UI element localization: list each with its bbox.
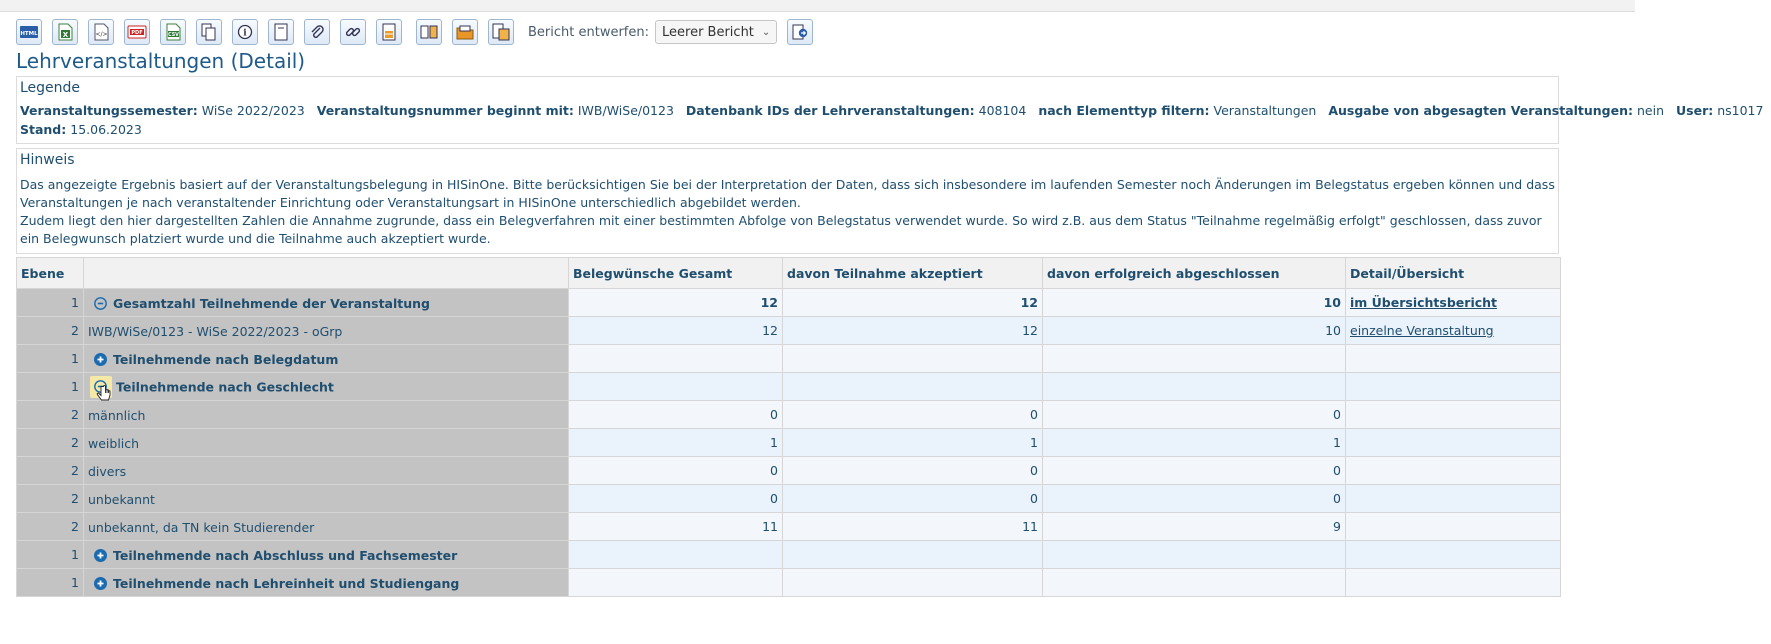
table-row [17,541,1561,569]
legend-label: Veranstaltungsnummer beginnt mit: [316,103,574,118]
legend-label: nach Elementtyp filtern: [1038,103,1210,118]
legend-value: IWB/WiSe/0123 [577,103,674,118]
table-header-row [17,258,1561,289]
row-level: 1 [17,289,84,317]
row-label: unbekannt [88,491,155,507]
table-row [17,513,1561,541]
copy-button[interactable] [196,19,222,45]
compare-report-button[interactable] [416,19,442,45]
table-row [17,317,1561,345]
col-header-label [84,258,569,289]
pdf-export-icon [128,25,146,39]
cell-akzeptiert: 12 [783,289,1043,317]
legend-value: nein [1637,103,1665,118]
link-button[interactable] [340,19,366,45]
row-label-cell [84,457,569,485]
col-header-akzeptiert: davon Teilnahme akzeptiert [783,258,1043,289]
row-label: Teilnehmende nach Geschlecht [116,379,334,394]
table-row [17,289,1561,317]
legend-line-2 [20,122,150,137]
folder-icon [456,24,474,40]
row-level: 2 [17,401,84,429]
cell-akzeptiert: 1 [783,429,1043,457]
row-level: 1 [17,345,84,373]
row-level: 2 [17,429,84,457]
document-icon [274,23,288,41]
excel-export-button[interactable] [52,19,78,45]
legend-value: WiSe 2022/2023 [201,103,305,118]
cell-belegwuensche: 0 [569,485,783,513]
row-label-cell [84,317,569,345]
row-level: 2 [17,317,84,345]
legend-line-1 [20,103,1771,118]
row-label-cell [84,429,569,457]
cell-akzeptiert [783,541,1043,569]
pdf-export-button[interactable] [124,19,150,45]
cell-belegwuensche: 0 [569,401,783,429]
cell-detail [1346,457,1561,485]
cell-abgeschlossen: 9 [1043,513,1346,541]
report-template-value: Leerer Bericht [662,24,754,40]
col-header-detail: Detail/Übersicht [1346,258,1561,289]
cell-abgeschlossen [1043,345,1346,373]
cell-detail [1346,401,1561,429]
cell-belegwuensche [569,345,783,373]
row-level: 2 [17,457,84,485]
row-group-label-cell [84,289,569,317]
row-label: männlich [88,407,146,423]
row-label-cell [84,513,569,541]
cell-belegwuensche: 1 [569,429,783,457]
folder-report-button[interactable] [452,19,478,45]
hand-cursor-icon [97,385,111,403]
cell-akzeptiert: 11 [783,513,1043,541]
chevron-down-icon: ⌄ [761,26,771,38]
hinweis-panel [16,148,1559,254]
table-row [17,373,1561,401]
svg-text:</>: </> [95,31,108,38]
cell-akzeptiert [783,373,1043,401]
page-title: Lehrveranstaltungen (Detail) [16,49,306,73]
browser-top-strip [0,0,1635,12]
legend-value: 15.06.2023 [70,122,142,137]
row-label: Teilnehmende nach Belegdatum [113,351,339,367]
legend-value: 408104 [978,103,1027,118]
info-icon [237,24,253,40]
html-export-icon [20,25,38,39]
copy-icon [201,23,217,41]
collapse-icon[interactable] [90,376,112,398]
expand-icon[interactable] [88,547,113,562]
row-label: Gesamtzahl Teilnehmende der Veranstaltung [113,295,430,311]
legend-panel [16,76,1764,144]
legend-label: Datenbank IDs der Lehrveranstaltungen: [685,103,975,118]
open-design-icon [792,24,808,40]
row-group-label-cell [84,373,569,401]
table-row [17,401,1561,429]
table-row [17,569,1561,597]
legend-label: Ausgabe von abgesagten Veranstaltungen: [1328,103,1634,118]
svg-text:X: X [62,31,69,39]
detail-link[interactable]: im Übersichtsbericht [1350,295,1498,310]
legend-label: Stand: [20,122,67,137]
cell-detail [1346,317,1561,345]
hinweis-paragraph-2: Zudem liegt den hier dargestellten Zahlen die Annahme zugrunde, dass ein Belegverfahren mit einer bestimmten Abfolge von Belegstatus verwendet wurde. So wird z.B. aus dem Status "Teilnahme regelmäßig erfolgt" geschlossen, dass zuvor ein Belegwunsch platziert wurde und die Teilnahme auch akzeptiert wurde. [20,213,1542,246]
cell-abgeschlossen [1043,541,1346,569]
excel-export-icon [57,23,73,41]
cell-belegwuensche [569,569,783,597]
svg-text:i: i [243,28,247,39]
attachment-button[interactable] [304,19,330,45]
row-label: weiblich [88,435,140,451]
col-header-belegwuensche: Belegwünsche Gesamt [569,258,783,289]
row-level: 1 [17,569,84,597]
cell-abgeschlossen [1043,373,1346,401]
hinweis-heading: Hinweis [20,152,75,168]
table-button[interactable] [376,19,402,45]
cell-belegwuensche: 12 [569,317,783,345]
table-row [17,345,1561,373]
cell-belegwuensche [569,373,783,401]
table-icon [382,23,396,41]
row-label: Teilnehmende nach Lehreinheit und Studiengang [113,575,460,591]
cell-belegwuensche: 11 [569,513,783,541]
xml-export-button[interactable] [88,19,114,45]
cell-detail [1346,485,1561,513]
expand-icon[interactable] [88,351,113,366]
cell-detail [1346,429,1561,457]
cell-detail [1346,541,1561,569]
cell-detail [1346,345,1561,373]
col-header-abgeschlossen: davon erfolgreich abgeschlossen [1043,258,1346,289]
cell-detail [1346,289,1561,317]
cell-detail [1346,373,1561,401]
row-label: IWB/WiSe/0123 - WiSe 2022/2023 - oGrp [88,323,343,339]
row-label-cell [84,485,569,513]
paperclip-icon [309,23,325,41]
cell-detail [1346,513,1561,541]
hinweis-text [20,176,1555,248]
cell-akzeptiert [783,569,1043,597]
report-table [16,257,1561,597]
compare-report-icon [420,24,438,40]
cell-belegwuensche: 12 [569,289,783,317]
csv-export-icon [165,23,181,41]
row-group-label-cell [84,345,569,373]
table-row [17,429,1561,457]
document-button[interactable] [268,19,294,45]
report-design-label: Bericht entwerfen: [528,24,649,40]
svg-text:PDF: PDF [131,30,143,36]
cell-abgeschlossen: 10 [1043,317,1346,345]
cell-abgeschlossen [1043,569,1346,597]
report-table-body [17,289,1561,597]
legend-label: User: [1676,103,1714,118]
xml-export-icon [93,23,109,41]
expand-icon[interactable] [88,575,113,590]
cell-akzeptiert: 0 [783,401,1043,429]
legend-label: Veranstaltungssemester: [20,103,198,118]
collapse-icon[interactable] [88,295,113,310]
cell-abgeschlossen: 10 [1043,289,1346,317]
col-header-ebene: Ebene [17,258,84,289]
export-report-button[interactable] [488,19,514,45]
row-label: Teilnehmende nach Abschluss und Fachsemester [113,547,458,563]
csv-export-button[interactable] [160,19,186,45]
legend-heading: Legende [20,80,81,96]
row-group-label-cell [84,569,569,597]
row-level: 1 [17,373,84,401]
cell-detail [1346,569,1561,597]
row-level: 2 [17,513,84,541]
row-label-cell [84,401,569,429]
cell-abgeschlossen: 0 [1043,457,1346,485]
report-template-select[interactable] [655,20,777,44]
row-label: divers [88,463,127,479]
cell-akzeptiert: 0 [783,485,1043,513]
export-report-icon [492,23,510,41]
cell-belegwuensche: 0 [569,457,783,485]
cell-abgeschlossen: 0 [1043,401,1346,429]
row-level: 2 [17,485,84,513]
row-group-label-cell [84,541,569,569]
cell-belegwuensche [569,541,783,569]
cell-akzeptiert: 12 [783,317,1043,345]
row-level: 1 [17,541,84,569]
cell-akzeptiert: 0 [783,457,1043,485]
info-button[interactable] [232,19,258,45]
open-report-design-button[interactable] [787,19,813,45]
hinweis-paragraph-1: Das angezeigte Ergebnis basiert auf der Veranstaltungsbelegung in HISinOne. Bitte berücksichtigen Sie bei der Interpretation der Daten, dass sich insbesondere im laufenden Semester noch Änderungen im Belegstatus ergeben können und dass Veranstaltungen je nach veranstaltender Einrichtung oder Veranstaltungsart in HISinOne unterschiedlich abgebildet werden. [20,177,1555,210]
svg-text:HTML: HTML [20,31,38,37]
cell-abgeschlossen: 1 [1043,429,1346,457]
table-row [17,485,1561,513]
legend-value: Veranstaltungen [1213,103,1317,118]
table-row [17,457,1561,485]
detail-link[interactable]: einzelne Veranstaltung [1350,323,1494,338]
link-icon [345,24,361,40]
html-export-button[interactable] [16,19,42,45]
export-toolbar [16,17,823,47]
cell-abgeschlossen: 0 [1043,485,1346,513]
cell-akzeptiert [783,345,1043,373]
svg-text:CSV: CSV [168,32,179,38]
legend-value: ns1017 [1717,103,1764,118]
row-label: unbekannt, da TN kein Studierender [88,519,315,535]
